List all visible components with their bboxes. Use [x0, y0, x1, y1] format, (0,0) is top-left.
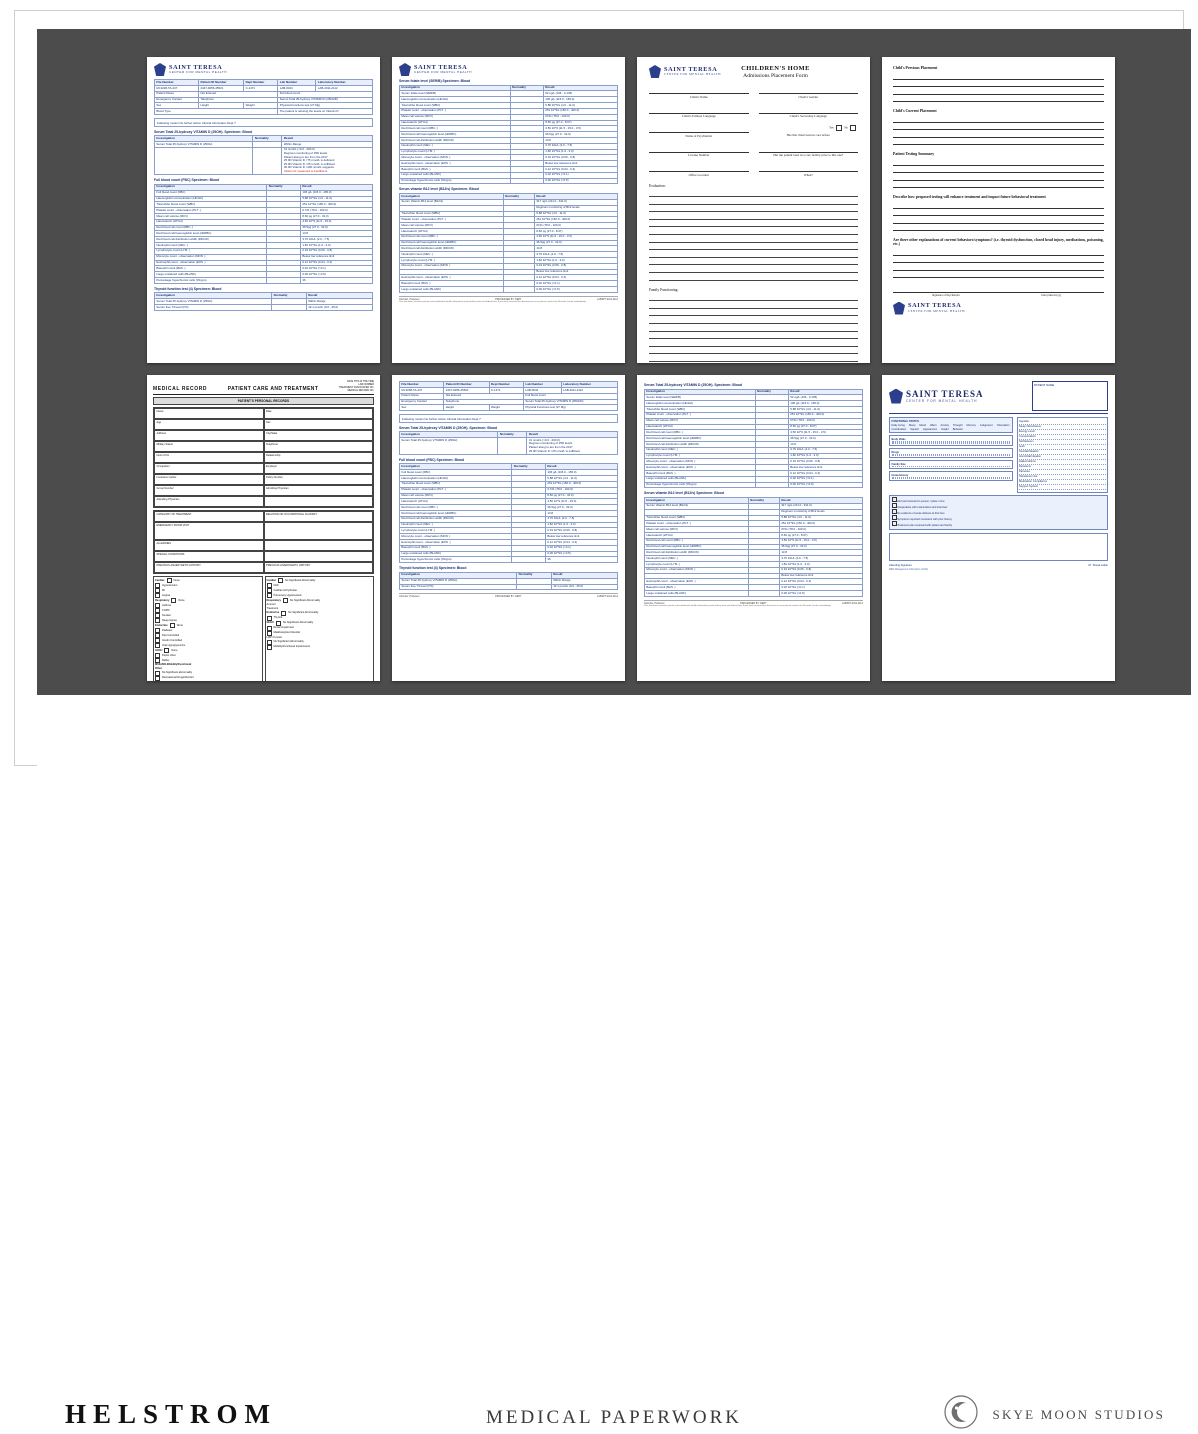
checklist-group-other: Other: [155, 666, 162, 670]
checkbox-no[interactable]: [850, 125, 856, 131]
table-row: Haematocrit (HTCH) 8.60 pg (27.0 - 8.67): [645, 532, 863, 538]
table-row: Serum Total 25-hydroxy VITAMIN D (25OH) Within Range: [155, 141, 373, 147]
followup-note: Following motion No further Action Clinical Information Dept ?: [399, 414, 618, 423]
checkbox-alert-oriented[interactable]: [892, 497, 897, 502]
followup-note: Following motion No further Action Clinical Information Dept ?: [154, 118, 373, 127]
table-row: Sex Height Weight Physical Functions test (27 Mg): [155, 103, 373, 109]
col-patient-id: Patient ID Number: [199, 80, 244, 86]
field-client-gender[interactable]: Client's Gender: [759, 86, 859, 99]
checkbox-no-significant-abnormality[interactable]: [283, 598, 288, 603]
table-row: Haematocrit (HTCH) 4.50 10^9 (11.5 - 15.0): [400, 499, 618, 505]
section-previous-placement: Child's Previous Placement: [893, 66, 1104, 102]
table-row: Investigation Normality Result: [155, 184, 373, 190]
table-row: Serum Total 25-hydroxy VITAMIN D (25OH) 31 nmol/L (>0.0 - 200.0) Regimen monitoring of 25D levels Patient along to are from the 2017 25.0D Vitamin D <25 nmol/L is sufficient: [400, 438, 618, 455]
field-psychiatrist-name[interactable]: Name of Psychiatrist: [649, 125, 749, 138]
table-row: Below low reference limit: [645, 573, 863, 579]
functional-status-block: FUNCTIONAL STATUS Daily Living Sleep Mood Affect Anxiety Thought Memory Judgement Orientation Coordination Speech Appearance Insight Behavior: [889, 417, 1013, 433]
table-row: Neutrophil count (NEU .) 3.76 10L/L (2.0 - 7.5): [400, 143, 618, 149]
field-prior-facility[interactable]: Has the patient been in a care facility prior to this one?: [759, 145, 859, 158]
table-row: Full blood count (FBC) 106 g/L (115.0 - 165.0): [155, 190, 373, 196]
table-row: Platelet count - observation (PLT .) 251 10^9/L (150.0 - 400.0): [645, 521, 863, 527]
checkbox-mobility-impairments[interactable]: [267, 645, 272, 650]
table-row: Red blood cell haemoglobin level (HbRBC) 36.5pg (27.0 - 32.0): [645, 436, 863, 442]
label-evaluation: Evaluation:: [649, 183, 666, 188]
document-footer: Clinician, Professor PROCESSED BY: DEPT LABSPT-2011-2112: [644, 601, 863, 605]
field-insurance-carrier[interactable]: Insurance Carrier: [154, 474, 264, 485]
col-laboratory-number: Laboratory Number: [316, 80, 373, 86]
table-row: Serum Total 25-hydroxy VITAMIN D (25OH) Within Range: [400, 578, 618, 584]
crest-icon: [399, 63, 411, 76]
vitals-block: Body Vitals: [889, 435, 1013, 446]
table-row: Red blood cell distribution width (RDCW) 13.8: [400, 246, 618, 252]
table-row: Patient Name Not Entered Full blood count: [155, 91, 373, 97]
section-title-vitd: Serum Total 25-hydroxy VITAMIN D (25OH). Specimen: Blood: [154, 129, 253, 134]
table-row: Red blood cell distribution width (RDCW) 13.8: [645, 550, 863, 556]
table-row: Eosinophil count - observation (EOS .) 0.12 10^9/L (0.04 - 0.4): [400, 540, 618, 546]
table-row: Red blood cell haemoglobin level (HbRBC) 36.5pg (27.0 - 32.0): [400, 240, 618, 246]
form-subtitle: Admissions Placement Form: [743, 73, 808, 79]
table-thyroid: [154, 292, 373, 311]
table-row: Monocyte count - observation (MON .) Below low reference limit: [155, 254, 373, 260]
table-row: Monocyte count - observation (MON .) 0.19 10^9/L (0.06 - 0.8): [645, 459, 863, 465]
clinic-tagline: CENTER FOR MENTAL HEALTH: [664, 72, 721, 77]
table-row: Investigation Normality Result: [400, 432, 618, 438]
table-row: Red blood cell haemoglobin level (HbRBC) 36.5pg (27.0 - 32.0): [400, 132, 618, 138]
checkbox-oral-hypoglycemics[interactable]: [155, 643, 160, 648]
family-lines[interactable]: [649, 294, 858, 363]
checkbox-none[interactable]: [164, 648, 169, 653]
table-row: Red blood cell haemoglobin level (HbRBC) 36.5pg (27.0 - 32.0): [645, 544, 863, 550]
table-vitamin-d-detail: [644, 389, 863, 489]
table-row: Patient Name Not Entered Full blood count: [400, 393, 618, 399]
table-row: Investigation Normality Result: [645, 497, 863, 503]
record-section-bar: PATIENT'S PERSONAL RECORDS: [153, 397, 374, 405]
table-row: File Number Patient ID Number Dept Number Lab Number Laboratory Number: [400, 382, 618, 388]
table-row: Neutrophil count (NEU .) 1.82 10^9/L (1.0 - 3.0): [400, 522, 618, 528]
table-row: Haematocrit (HTCH) 8.60 pg (27.0 - 8.67): [400, 120, 618, 126]
document-placement-narrative[interactable]: [882, 57, 1115, 363]
table-row: Large unstained cells (BLANK) 0.02 10^9/L (>0.1): [645, 476, 863, 482]
table-row: Regimen monitoring of B12 levels: [645, 509, 863, 515]
ratings-block: Appetite Sleep Disturbance Energy Level Concentration Self Esteem Guilt Suicidal Ideation Homicidal Ideation Hallucinations Delusions Paranoia Substance Use Medication Compliance Support System: [1017, 417, 1108, 493]
table-row: Emergency Contact Telephone Serum Total 25-hydroxy VITAMIN D (25OHD): [155, 97, 373, 103]
table-row: Haematocrit (HTCH) 4.50 10^9 (11.5 - 15.0): [155, 219, 373, 225]
record-title: PATIENT CARE AND TREATMENT: [227, 386, 319, 392]
table-row: Lymphocyte count (LYM .) 1.82 10^9/L (1.0 - 3.0): [645, 562, 863, 568]
clinic-name: SAINT TERESA: [169, 63, 223, 71]
table-row: Large unstained cells (BLANK) 0.06 10^9/L (>0.5): [400, 551, 618, 557]
label-attending-signature: Attending Signature: [889, 563, 912, 567]
personal-record-grid: [153, 407, 374, 508]
table-row: Mean cell volume (MCV) 8.60 pg (27.0 - 32.0): [155, 214, 373, 220]
table-row: Lymphocyte count (LYM .) 1.82 10^9/L (1.0 - 3.0): [645, 453, 863, 459]
table-row: Haemoglobin concentration (Hb/Hct) 5.88 10^9/L (4.0 - 11.0): [400, 476, 618, 482]
table-row: Basophil count (BAS .) 0.02 10^9/L (>0.1): [645, 585, 863, 591]
checkbox-angina[interactable]: [155, 593, 160, 598]
radio-label-no: No: [844, 125, 848, 130]
clinic-logo: [154, 63, 373, 76]
table-row: Percentage hypochromic cells (%hypo) 0.06 10^9/L (>0.5): [400, 178, 618, 184]
label-lab-number: LAB NUMBER: [358, 383, 374, 386]
checkbox-none[interactable]: [171, 598, 176, 603]
table-fbc: [399, 463, 618, 563]
col-file-number: File Number: [155, 80, 199, 86]
table-row: Investigation Normality Result: [400, 572, 618, 578]
drugs-block: Drugs: [889, 448, 1013, 458]
section-title-fbc: Full blood count (FBC) Specimen: Blood: [399, 457, 465, 462]
table-row: Neutrophil count (NEU .) 3.76 10L/L (2.0 - 7.5): [645, 556, 863, 562]
table-row: Red blood cell distribution width (RDCW) 13.8: [400, 137, 618, 143]
radio-label-yes: Yes: [829, 125, 834, 130]
table-row: Basophil count (BAS .) 0.02 10^9/L (>0.1): [400, 281, 618, 287]
header-emergency-room-visit: EMERGENCY ROOM VISIT: [154, 522, 264, 540]
table-row: Platelet count - observation (PLT .) 0.721 (78.0 - 100.0): [400, 487, 618, 493]
table-row: Lymphocyte count (LYM .) 0.19 10^9/L (0.06 - 0.8): [155, 248, 373, 254]
clinic-tagline: CENTER FOR MENTAL HEALTH: [169, 70, 228, 75]
table-row: Percentage hypochromic cells (%hypo) 0.06 10^9/L (>0.5): [645, 482, 863, 488]
table-row: Eosinophil count - observation (EOS .) Below low reference limit: [400, 161, 618, 167]
studio-credit: [944, 1395, 1165, 1434]
table-vitamin-d: [399, 431, 618, 455]
checkbox-no-distress[interactable]: [892, 509, 897, 514]
table-vitamin-d: [154, 135, 373, 175]
table-row: Haemoglobin concentration (Hb/Hct) 106 g/L (115.0 - 165.0): [400, 97, 618, 103]
table-row: Total white blood count (WBC) 5.88 10^9/L (4.0 - 11.0): [645, 515, 863, 521]
table-row: Haematocrit (HTCH) 8.60 pg (27.0 - 8.67): [400, 228, 618, 234]
table-row: Eosinophil count - observation (EOS .) 0.12 10^9/L (0.04 - 0.4): [155, 260, 373, 266]
checklist-group-msk: MSK/ADL/Mobility/Functional: [155, 663, 192, 666]
table-row: Serum folate level (SER/B) 52 ug/L (106 - 0.135): [645, 395, 863, 401]
field-office-location[interactable]: Office Location: [649, 164, 749, 177]
checkbox-none[interactable]: [170, 623, 175, 628]
crest-icon: [154, 63, 166, 76]
section-title-vitd: Serum Total 25-hydroxy VITAMIN D (25OH). Specimen: Blood: [399, 425, 498, 430]
table-row: Haematocrit (HTCH) 8.60 pg (27.0 - 8.67): [645, 424, 863, 430]
checklist-group-endocrine: Endocrine None: [155, 623, 183, 627]
section-title-fbc: Full blood count (FBC) Specimen: Blood: [154, 178, 220, 183]
col-dept-number: Dept Number: [244, 80, 278, 86]
clinic-name: SAINT TERESA: [906, 389, 984, 399]
field-address[interactable]: Address: [154, 430, 264, 441]
document-lab-report[interactable]: [147, 57, 380, 363]
table-row: Total white blood count (WBC) 251 10^9/L (150.0 - 400.0): [155, 202, 373, 208]
document-intake-assessment[interactable]: [882, 375, 1115, 681]
checkbox-plan-reviewed[interactable]: [892, 521, 897, 526]
crest-icon: [889, 389, 903, 404]
table-row: Lymphocyte count (LYM .) 0.19 10^9/L (0.06 - 0.8): [400, 528, 618, 534]
table-row: Red blood cell distribution width (RDCW) 13.8: [645, 441, 863, 447]
field-name[interactable]: Name: [154, 408, 264, 419]
field-telephone[interactable]: Telephone: [264, 441, 374, 452]
table-row: Red blood cell count (RBC .) 36.5pg (27.0 - 32.0): [400, 505, 618, 511]
checklist-group-cardiac: Cardiac None: [155, 578, 180, 582]
documents-board: [37, 29, 1191, 695]
evaluation-lines[interactable]: [649, 190, 858, 281]
table-row: Haemoglobin concentration (Hb/Hct) 106 g/L (115.0 - 165.0): [645, 401, 863, 407]
table-row: Percentage hypochromic cells (%hypo) 36: [400, 557, 618, 563]
clinic-logo-footer: SAINT TERESA CENTER FOR MENTAL HEALTH: [893, 302, 1104, 315]
field-prior-care[interactable]: Yes No Has this client been in care before: [759, 125, 859, 138]
field-employer[interactable]: Employer: [264, 463, 374, 474]
document-medical-record[interactable]: [147, 375, 380, 681]
table-row: Basophil count (BAS .) 0.12 10^9/L (0.04 - 0.4): [645, 471, 863, 477]
table-thyroid: [399, 572, 618, 591]
checkbox-sleep-apnea[interactable]: [155, 618, 160, 623]
section-title-folate: Serum folate level (SER/B) Specimen: Blood: [399, 79, 471, 83]
table-row: Neutrophil count (NEU .) 1.82 10^9/L (1.0 - 3.0): [155, 243, 373, 249]
table-fbc: [154, 184, 373, 284]
table-row: Mean cell volume (MCV) 0721 (78.0 - 100.0): [400, 114, 618, 120]
checkbox-pulmonary-hypertension[interactable]: [267, 593, 272, 598]
checkbox-statements-block: Alert and oriented to person / place / time Cooperative with examination and interview No evidence of acute distress at this time Symptoms reported consistent with prior history Treatment plan reviewed with patient and family: [889, 495, 1108, 530]
section-title-vitd: Serum Total 25-hydroxy VITAMIN D (25OH). Specimen: Blood: [644, 383, 743, 387]
checklist-group-respiratory: Respiratory None: [155, 598, 185, 602]
table-row: Red blood cell count (RBC .) 4.50 10^9 (11.5 - 15.0 - 3.5): [645, 538, 863, 544]
table-row: Blood Type The patient is refusing the levels on Vitamin D: [155, 109, 373, 115]
field-license-number[interactable]: License Number: [649, 145, 749, 158]
header-occupational-classify: RELATION OR OCCUPATIONAL CLASSIFY: [264, 511, 374, 522]
table-row: Investigation Normality Result: [400, 193, 618, 199]
table-row: Red blood cell count (RBC .) 4.50 10^9 (11.5 - 15.0 - 3.5): [645, 430, 863, 436]
field-client-name[interactable]: Client's Name: [649, 86, 749, 99]
table-row: Basophil count (BAS .) 0.02 10^9/L (>0.1): [155, 266, 373, 272]
field-occupation[interactable]: Occupation: [154, 463, 264, 474]
checkbox-none[interactable]: [167, 578, 172, 583]
table-row: Investigation Normality Result: [155, 136, 373, 142]
field-policy-number[interactable]: Policy Number: [264, 474, 374, 485]
table-row: Mean cell volume (MCV) 0721 (78.0 - 100.0): [645, 418, 863, 424]
table-row: Below low reference limit: [400, 269, 618, 275]
table-row: 31 nmol/L (>0.0 - 200.0) Regimen monitoring of 25D levels Patient along to are from the 2017 25.0D Vitamin D <75 nmol/L is deficient 25.0D Vitamin D <25 nmol/L is sufficient 30.0D Vitamin D >200 nmol/L suggests Vitamin D measured is insufficient: [155, 147, 373, 175]
header-anaesthetic-history-right: PREVIOUS ANAESTHETIC HISTORY: [264, 562, 374, 573]
table-row: Total white blood count (WBC) 251 10^9/L (150.0 - 400.0): [400, 481, 618, 487]
checkbox-recreational-drugs[interactable]: [155, 676, 160, 681]
classification-grid: [153, 510, 374, 574]
form-title: CHILDREN'S HOME: [741, 65, 810, 72]
header-special-conditions: SPECIAL CONDITIONS: [154, 551, 264, 562]
table-row: Platelet count - observation (PLT .) 251 10^9/L (150.0 - 400.0): [400, 217, 618, 223]
table-row: Large unstained cells (BLANK) 0.06 10^9/L (>0.5): [645, 591, 863, 597]
table-row: Eosinophil count - observation (EOS .) 0.12 10^9/L (0.04 - 0.4): [400, 275, 618, 281]
record-brand: MEDICAL RECORD: [153, 386, 208, 392]
table-row: Basophil count (BAS .) 0.02 10^9/L (>0.1): [400, 545, 618, 551]
field-secondary-language[interactable]: Client's Secondary Language: [759, 106, 859, 119]
table-row: Full blood count (FBC) 106 g/L (115.0 - 165.0): [400, 470, 618, 476]
confidentiality-note: This document contains private and confidential health information protected by state and federal law. If you have received this document in error please contact the Records Center immediately.: [399, 300, 587, 303]
table-row: Serum free T4 level (fT4) 19.1 pmol/L (9.0 - 25.0): [400, 584, 618, 590]
table-row: Platelet count - observation (PLT .) 0.721 (78.0 - 100.0): [155, 208, 373, 214]
document-lab-report-copy[interactable]: [392, 375, 625, 681]
field-age[interactable]: Age: [154, 419, 264, 430]
table-row: Investigation Normality Result: [400, 85, 618, 91]
label-doctor-name: Dr. Teresa Larkin: [1088, 563, 1108, 567]
section-current-placement: Child's Current Placement: [893, 109, 1104, 145]
form-footer: MED Management Information (11/02): [889, 568, 929, 571]
field-group-number[interactable]: Group Number: [154, 485, 264, 496]
checkbox-cooperative[interactable]: [892, 503, 897, 508]
table-row: Red blood cell haemoglobin level (HbRBC) 13.8: [400, 510, 618, 516]
field-primary-language[interactable]: Client's Primary Language: [649, 106, 749, 119]
section-other-explanations: Are there other explanations of current behaviors/symptoms? (i.e. thyroid dysfunction, closed head injury, medications, poisoning, etc.): [893, 238, 1104, 278]
caption-bar: [37, 695, 1191, 1429]
table-row: Mean cell volume (MCV) 0721 (78.0 - 100.0): [400, 223, 618, 229]
document-footer: Clinician, Professor PROCESSED BY: DEPT LABSPT-2011-2112: [399, 297, 618, 301]
table-row: Red blood cell count (RBC .) 4.50 10^9 (11.5 - 15.0 - 3.5): [400, 234, 618, 240]
table-folate: [399, 85, 618, 185]
table-row: Haemoglobin concentration (Hb/Hct) 5.88 10^9/L (4.0 - 11.0): [155, 196, 373, 202]
field-attending-physician[interactable]: Attending Physician: [154, 496, 264, 507]
section-title-b12: Serum vitamin B12 level (B12/s) Specimen: Blood: [644, 491, 724, 496]
document-admissions-placement-form[interactable]: [637, 57, 870, 363]
table-row: Serum Vitamin B12 level (B12/s) 317 ng/L (211.0 - 911.0): [400, 199, 618, 205]
table-row: Monocyte count - observation (MON .) 0.19 10^9/L (0.06 - 0.8): [400, 263, 618, 269]
lab-header-table: [399, 381, 618, 411]
table-row: Investigation Normality Result: [400, 464, 618, 470]
table-row: Mean cell volume (MCV) 8.60 pg (27.0 - 32.0): [400, 493, 618, 499]
table-row: Red blood cell count (RBC .) 36.5pg (27.0 - 32.0): [155, 225, 373, 231]
section-title-thyroid: Thyroid function test (4) Specimen: Blood: [154, 286, 222, 291]
field-relationship[interactable]: Relationship: [264, 452, 374, 463]
table-row: Platelet count - observation (PLT .) 251 10^9/L (150.0 - 400.0): [400, 108, 618, 114]
image-frame: [14, 10, 1184, 1429]
clinic-tagline: CENTER FOR MENTAL HEALTH: [414, 70, 473, 75]
header-category-of-treatment: CATEGORY OF TREATMENT: [154, 511, 264, 522]
field-blank[interactable]: [264, 496, 374, 507]
field-when[interactable]: When?: [759, 164, 859, 177]
table-row: Monocyte count - observation (MON .) 0.19 10^9/L (0.06 - 0.8): [400, 155, 618, 161]
checkbox-yes[interactable]: [836, 125, 842, 131]
table-row: Mean cell volume (MCV) 0721 (78.0 - 100.0): [645, 527, 863, 533]
table-row: Neutrophil count (NEU .) 3.76 10L/L (2.0 - 7.5): [645, 447, 863, 453]
table-row: Serum folate level (SER/B) 52 ug/L (106 - 0.135): [400, 91, 618, 97]
table-row: Monocyte count - observation (MON .) Below low reference limit: [400, 534, 618, 540]
field-next-of-kin[interactable]: Next of Kin: [154, 452, 264, 463]
checkbox-no-significant-abnormality[interactable]: [278, 578, 283, 583]
table-row: Neutrophil count (NEU .) 3.76 10L/L (2.0 - 7.5): [400, 252, 618, 258]
notes-area[interactable]: [889, 533, 1108, 561]
table-row: Basophil count (BAS .) 0.12 10^9/L (0.04 - 0.4): [400, 167, 618, 173]
table-row: Sex Height Weight Physical Functions test (27 Mg): [400, 405, 618, 411]
label-date: DATE THIS IS THE TIME: [347, 380, 374, 383]
field-admitting-physician[interactable]: Admitting Physician: [264, 485, 374, 496]
studio-name: SKYE MOON STUDIOS: [992, 1406, 1165, 1422]
document-vitamin-d-report[interactable]: [637, 375, 870, 681]
table-row: Emergency Contact Telephone Serum Total 25-hydroxy VITAMIN D (25OHD): [400, 399, 618, 405]
table-row: Red blood cell count (RBC .) 4.50 10^9 (11.5 - 15.0 - 3.5): [400, 126, 618, 132]
header-allergies: ALLERGIES: [154, 540, 264, 551]
field-sex[interactable]: Sex: [264, 419, 374, 430]
refusal-note: The patient is refusing the levels on Vitamin D: [278, 109, 373, 115]
col-lab-number: Lab Number: [278, 80, 316, 86]
table-row: Total white blood count (WBC) 5.88 10^9/L (4.0 - 11.0): [400, 211, 618, 217]
clinic-tagline: CENTER FOR MENTAL HEALTH: [906, 399, 978, 403]
table-row: Eosinophil count - observation (EOS .) Below low reference limit: [645, 465, 863, 471]
confidentiality-note: This document contains private and confidential health information protected by state and federal law. If you have received this document in error please contact the Records Center immediately.: [644, 604, 832, 607]
clinic-name: SAINT TERESA: [414, 63, 468, 71]
table-b12: [644, 497, 863, 597]
home-history-block: Home History: [889, 471, 1013, 481]
section-treatment-impact: Describe how proposed testing will enhance treatment and impact future behavioral treatment: [893, 195, 1104, 231]
table-row: Red blood cell distribution width (RDCW) 3.76 10L/L (2.0 - 7.5): [155, 237, 373, 243]
table-row: Lymphocyte count (LYM .) 1.82 10^9/L (1.0 - 3.0): [400, 258, 618, 264]
table-row: Large unstained cells (BLANK) 0.02 10^9/L (>0.1): [400, 172, 618, 178]
checklist-group-gi-gu: GI/GU None: [155, 648, 178, 652]
table-b12: [399, 193, 618, 293]
field-date[interactable]: Date (mm-dd-yy): [999, 285, 1105, 297]
table-row: Large unstained cells (BLANK) 0.06 10^9/L (>0.5): [155, 272, 373, 278]
section-title-thyroid: Thyroid function test (4) Specimen: Blood: [399, 566, 467, 571]
table-row: MI-3238-TA-347 2447-9256-45521 C-1471 LAB-0044 LAB-2011-2112: [400, 387, 618, 393]
table-row: Monocyte count - observation (MON .) 0.19 10^9/L (0.06 - 0.8): [645, 567, 863, 573]
lab-header-table: [154, 79, 373, 115]
clinic-name: SAINT TERESA: [664, 65, 718, 73]
table-row: Percentage hypochromic cells (%hypo) 36: [155, 277, 373, 283]
field-date[interactable]: Date: [264, 408, 374, 419]
document-footer: Clinician, Professor PROCESSED BY: DEPT LABSPT-2011-2112: [399, 595, 618, 599]
systems-checklist: Cardiac None Hypertension MI Angina Respiratory None Asthma COPD Smoker Sleep Apnea Endocrine None Diabetes Diet Controlled Insulin Controlled Oral Hypoglycemics GI/GU None Peptic Ulcer Reflux MSK/ADL/Mobility/Functional Other No Significant abnormality Recreational Drugs/Alcohol Cardiac No Significant Abnormality CHF Cardiac Arrhythmias Pulmonary Hypertension Respiratory No Significant Abnormality Amount Treatment Endocrine No Significant Abnormality Thyroid GI/GU No Significant Abnormality Renal Impairment Malabsorption Disorder LMP if known No Significant Abnormality Mobility/Functional Impairments: [153, 576, 374, 681]
field-city-state[interactable]: City/State: [264, 430, 374, 441]
label-treatment-no: TREATMENT ASSOCIATED NO.: [338, 386, 374, 389]
table-row: Red blood cell haemoglobin level (HbRBC) 13.8: [155, 231, 373, 237]
table-row: Serum free T4 level (fT4) 19.1 pmol/L (9.0 - 25.0): [155, 305, 373, 311]
table-row: Red blood cell distribution width (RDCW) 3.76 10L/L (2.0 - 7.5): [400, 516, 618, 522]
table-row: Platelet count - observation (PLT .) 251 10^9/L (150.0 - 400.0): [645, 412, 863, 418]
label-family-functioning: Family Functioning:: [649, 287, 679, 292]
clinic-logo: [399, 63, 618, 76]
table-row: Investigation Normality Result: [155, 293, 373, 299]
document-folate-b12-report[interactable]: [392, 57, 625, 363]
family-size-block: Family Size: [889, 460, 1013, 469]
label-medical-record-no: MEDICAL RECORD NO.: [347, 389, 374, 392]
section-testing-summary: Patient Testing Summary: [893, 152, 1104, 188]
crest-icon: [649, 65, 661, 78]
header-anaesthetic-history-left: PREVIOUS ANAESTHETIC HISTORY: [154, 562, 264, 573]
clinic-logo: [649, 65, 721, 78]
table-row: Regimen monitoring of B12 levels: [400, 205, 618, 211]
table-row: Total white blood count (WBC) 5.88 10^9/L (4.0 - 11.0): [645, 407, 863, 413]
table-row: Serum Vitamin B12 level (B12/s) 317 ng/L (211.0 - 911.0): [645, 503, 863, 509]
table-row: Total white blood count (WBC) 5.88 10^9/L (4.0 - 11.0): [400, 103, 618, 109]
studio-logo-icon: [944, 1395, 978, 1434]
table-row: Large unstained cells (BLANK) 0.06 10^9/L (>0.5): [400, 287, 618, 293]
patient-name-box[interactable]: PATIENT NAME: [1032, 381, 1108, 411]
table-row: Investigation Normality Result: [645, 389, 863, 395]
table-row: Lymphocyte count (LYM .) 1.82 10^9/L (1.0 - 3.0): [400, 149, 618, 155]
crest-icon: [893, 302, 905, 315]
checkbox-consistent-history[interactable]: [892, 515, 897, 520]
helstrom-wordmark: HELSTROM: [65, 1399, 278, 1429]
table-row: Eosinophil count - observation (EOS .) 0.12 10^9/L (0.04 - 0.4): [645, 579, 863, 585]
table-row: MI-3238-TA-347 2447-9256-45521 C-1471 LAB-0044 LAB-2011-2112: [155, 85, 373, 91]
table-row: Serum Total 25-hydroxy VITAMIN D (25OH) Within Range: [155, 299, 373, 305]
field-signature[interactable]: Signature of Psychiatrist: [893, 285, 999, 297]
field-military-status[interactable]: Military Status: [154, 441, 264, 452]
caption-title: MEDICAL PAPERWORK: [486, 1407, 742, 1428]
section-title-b12: Serum vitamin B12 level (B12/s) Specimen: Blood: [399, 187, 479, 192]
